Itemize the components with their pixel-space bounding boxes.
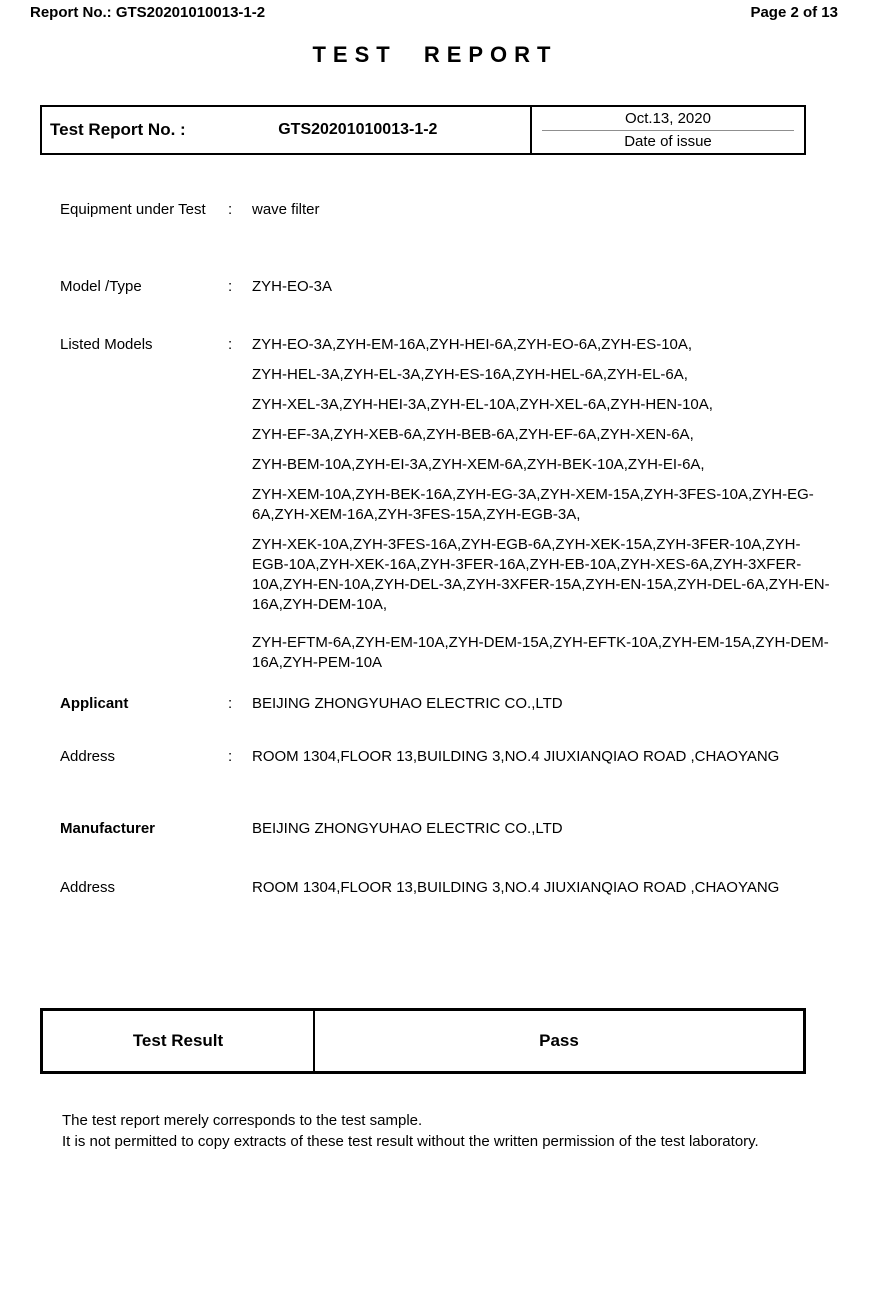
model-type-row [60, 277, 830, 297]
document-title: TEST REPORT [312, 42, 558, 67]
applicant-row [60, 694, 830, 714]
listed-models-paragraph: ZYH-EF-3A,ZYH-XEB-6A,ZYH-BEB-6A,ZYH-EF-6A,ZYH-XEN-6A, [252, 426, 694, 443]
model-label: Model /Type [60, 278, 142, 295]
issue-date-value: Oct.13, 2020 [625, 109, 711, 127]
manufacturer-value: BEIJING ZHONGYUHAO ELECTRIC CO.,LTD [252, 820, 563, 837]
separator-colon: : [228, 336, 233, 353]
footer-sentence-2: It is not permitted to copy extracts of these test result without the written permission of the test laboratory. [62, 1133, 759, 1150]
listed-models-value [252, 335, 830, 673]
separator-blank [228, 819, 252, 839]
test-result-table [40, 1008, 806, 1074]
page-header [30, 4, 838, 21]
listed-models-paragraph: ZYH-BEM-10A,ZYH-EI-3A,ZYH-XEM-6A,ZYH-BEK-10A,ZYH-EI-6A, [252, 456, 705, 473]
issue-date-label: Date of issue [624, 133, 712, 151]
test-result-label: Test Result [43, 1011, 315, 1071]
report-number-table [40, 105, 806, 155]
test-result-value: Pass [539, 1031, 579, 1050]
report-number-label: Test Report No. : [50, 120, 186, 139]
header-page-number: Page 2 of 13 [750, 4, 838, 21]
listed-models-label: Listed Models [60, 336, 153, 353]
header-report-number: Report No.: GTS20201010013-1-2 [30, 4, 266, 21]
report-number-value: GTS20201010013-1-2 [278, 121, 438, 138]
model-value: ZYH-EO-3A [252, 278, 333, 295]
separator-colon: : [228, 695, 233, 712]
manufacturer-row [60, 819, 830, 839]
applicant-address-value: ROOM 1304,FLOOR 13,BUILDING 3,NO.4 JIUXIANQIAO ROAD ,CHAOYANG [252, 748, 780, 765]
manufacturer-address-row [60, 878, 830, 898]
applicant-value: BEIJING ZHONGYUHAO ELECTRIC CO.,LTD [252, 695, 563, 712]
equipment-under-test-row [60, 200, 830, 220]
manufacturer-address-label: Address [60, 879, 116, 896]
listed-models-paragraph: ZYH-HEL-3A,ZYH-EL-3A,ZYH-ES-16A,ZYH-HEL-6A,ZYH-EL-6A, [252, 366, 688, 383]
applicant-label: Applicant [60, 695, 129, 712]
listed-models-paragraph: ZYH-XEK-10A,ZYH-3FES-16A,ZYH-EGB-6A,ZYH-XEK-15A,ZYH-3FER-10A,ZYH-EGB-10A,ZYH-XEK-16A,ZYH-3FER-16A,ZYH-EB-10A,ZYH-XES-6A,ZYH-3XFER-10A,ZYH-EN-10A,ZYH-DEL-3A,ZYH-3XFER-15A,ZYH-EN-15A,ZYH-DEL-6A,ZYH-EN-16A,ZYH-DEM-10A, [252, 536, 830, 613]
separator-colon: : [228, 748, 233, 765]
manufacturer-label: Manufacturer [60, 820, 156, 837]
manufacturer-address-value: ROOM 1304,FLOOR 13,BUILDING 3,NO.4 JIUXIANQIAO ROAD ,CHAOYANG [252, 879, 780, 896]
separator-colon: : [228, 201, 233, 218]
date-of-issue-cell [532, 107, 804, 153]
report-number-cell [42, 107, 532, 153]
footer-sentence-1: The test report merely corresponds to the test sample. [62, 1112, 423, 1129]
listed-models-paragraph: ZYH-XEL-3A,ZYH-HEI-3A,ZYH-EL-10A,ZYH-XEL-6A,ZYH-HEN-10A, [252, 396, 713, 413]
listed-models-paragraph: ZYH-EFTM-6A,ZYH-EM-10A,ZYH-DEM-15A,ZYH-EFTK-10A,ZYH-EM-15A,ZYH-DEM-16A,ZYH-PEM-10A [252, 634, 829, 671]
applicant-address-label: Address [60, 748, 116, 765]
separator-blank [228, 878, 252, 898]
separator-colon: : [228, 278, 233, 295]
listed-models-paragraph: ZYH-EO-3A,ZYH-EM-16A,ZYH-HEI-6A,ZYH-EO-6A,ZYH-ES-10A, [252, 336, 693, 353]
applicant-address-row [60, 747, 830, 767]
equipment-label: Equipment under Test [60, 201, 206, 218]
listed-models-paragraph: ZYH-XEM-10A,ZYH-BEK-16A,ZYH-EG-3A,ZYH-XEM-15A,ZYH-3FES-10A,ZYH-EG-6A,ZYH-XEM-16A,ZYH-3FES-15A,ZYH-EGB-3A, [252, 486, 814, 523]
equipment-value: wave filter [252, 201, 320, 218]
listed-models-row [60, 335, 830, 673]
footer-note [62, 1110, 830, 1152]
